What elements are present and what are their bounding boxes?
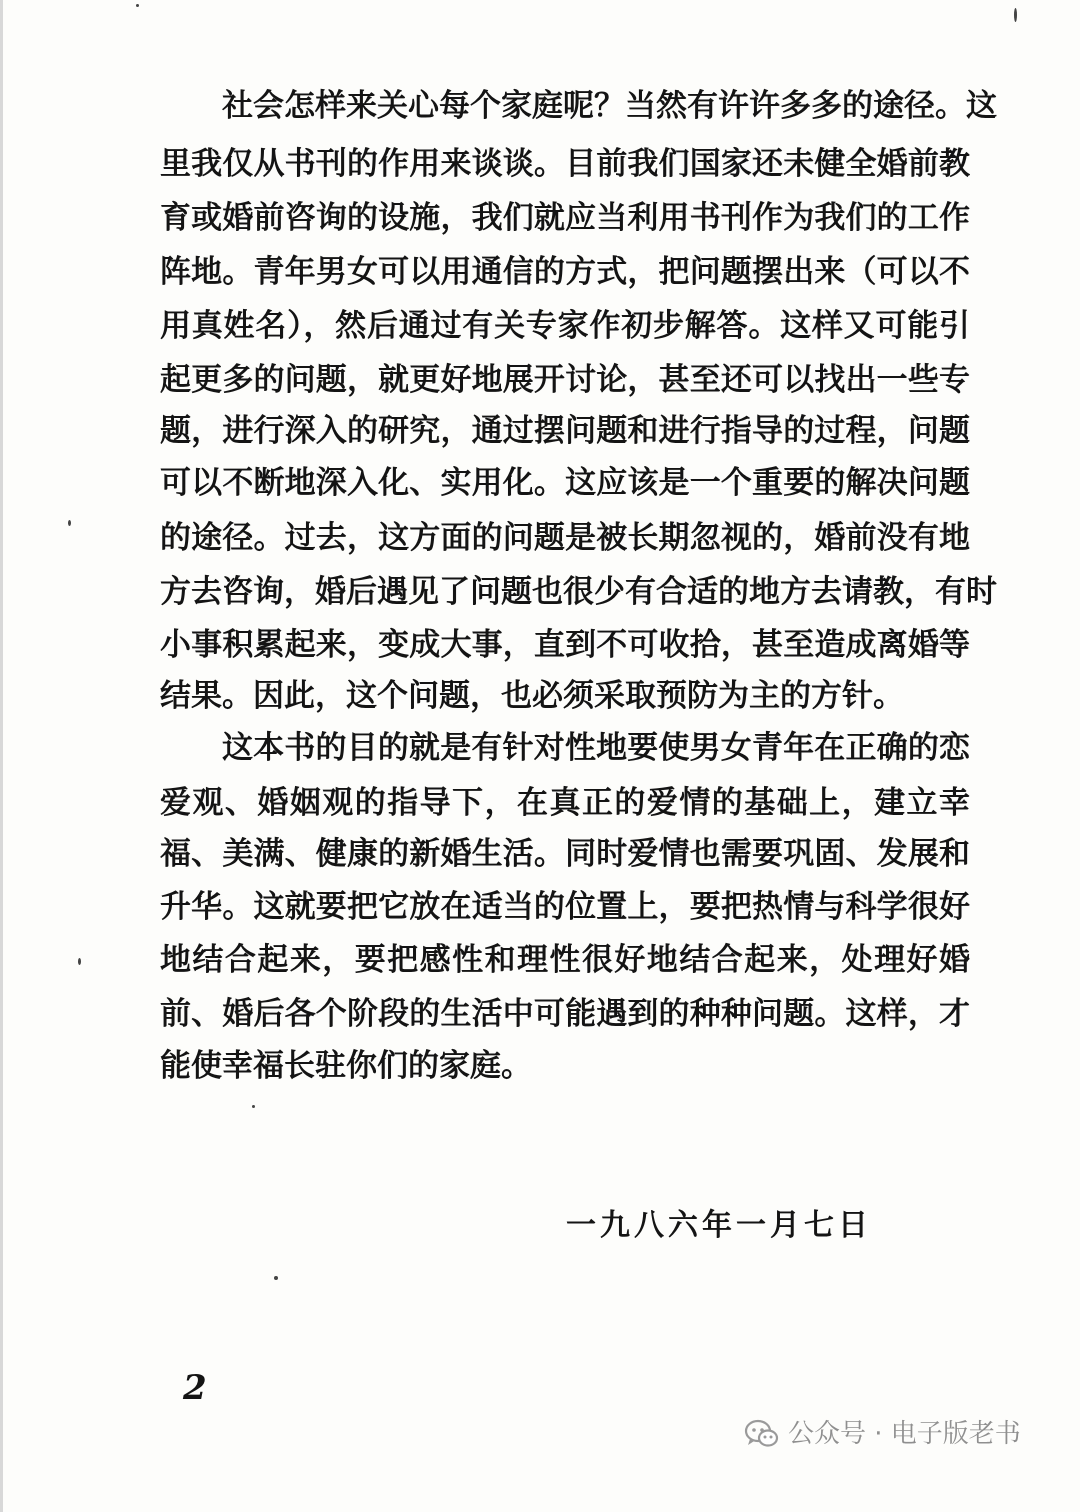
scan-speck bbox=[274, 1276, 278, 1280]
page-number: 2 bbox=[183, 1368, 207, 1408]
paragraph-1-line: 阵地。青年男女可以用通信的方式，把问题摆出来（可以不 bbox=[160, 254, 970, 290]
paragraph-1-line: 的途径。过去，这方面的问题是被长期忽视的，婚前没有地 bbox=[160, 520, 970, 556]
paragraph-2-line: 地结合起来，要把感性和理性很好地结合起来，处理好婚 bbox=[160, 942, 970, 978]
paragraph-2-line: 前、婚后各个阶段的生活中可能遇到的种种问题。这样，才 bbox=[160, 996, 970, 1032]
paragraph-2-line: 能使幸福长驻你们的家庭。 bbox=[160, 1048, 532, 1084]
scan-speck bbox=[1014, 8, 1017, 22]
scan-speck bbox=[252, 1105, 255, 1108]
paragraph-1-line: 社会怎样来关心每个家庭呢？当然有许许多多的途径。这 bbox=[222, 88, 997, 124]
scan-speck bbox=[136, 4, 139, 7]
paragraph-1-line: 起更多的问题，就更好地展开讨论，甚至还可以找出一些专 bbox=[160, 362, 970, 398]
scan-speck bbox=[78, 958, 81, 965]
paragraph-2-line: 升华。这就要把它放在适当的位置上，要把热情与科学很好 bbox=[160, 889, 970, 925]
paragraph-1-line: 方去咨询，婚后遇见了问题也很少有合适的地方去请教，有时 bbox=[160, 574, 997, 610]
document-date: 一九八六年一月七日 bbox=[566, 1208, 872, 1243]
paragraph-2-line: 这本书的目的就是有针对性地要使男女青年在正确的恋 bbox=[222, 730, 970, 766]
paragraph-1-line: 可以不断地深入化、实用化。这应该是一个重要的解决问题 bbox=[160, 465, 970, 501]
scan-edge bbox=[0, 0, 3, 1512]
scan-speck bbox=[68, 520, 71, 526]
paragraph-1-line: 用真姓名），然后通过有关专家作初步解答。这样又可能引 bbox=[160, 308, 970, 344]
paragraph-2-line: 福、美满、健康的新婚生活。同时爱情也需要巩固、发展和 bbox=[160, 836, 970, 872]
watermark bbox=[744, 1414, 1021, 1454]
paragraph-1-line: 里我仅从书刊的作用来谈谈。目前我们国家还未健全婚前教 bbox=[160, 146, 970, 182]
wechat-icon bbox=[744, 1419, 780, 1449]
paragraph-1-line: 育或婚前咨询的设施，我们就应当利用书刊作为我们的工作 bbox=[160, 200, 970, 236]
paragraph-2-line: 爱观、婚姻观的指导下，在真正的爱情的基础上，建立幸 bbox=[160, 785, 970, 821]
paragraph-1-line: 小事积累起来，变成大事，直到不可收拾，甚至造成离婚等 bbox=[160, 627, 970, 663]
paragraph-1-line: 题，进行深入的研究，通过摆问题和进行指导的过程，问题 bbox=[160, 413, 970, 449]
watermark-text: 公众号 · 电子版老书 bbox=[788, 1419, 1021, 1449]
paragraph-1-line: 结果。因此，这个问题，也必须采取预防为主的方针。 bbox=[160, 678, 904, 714]
